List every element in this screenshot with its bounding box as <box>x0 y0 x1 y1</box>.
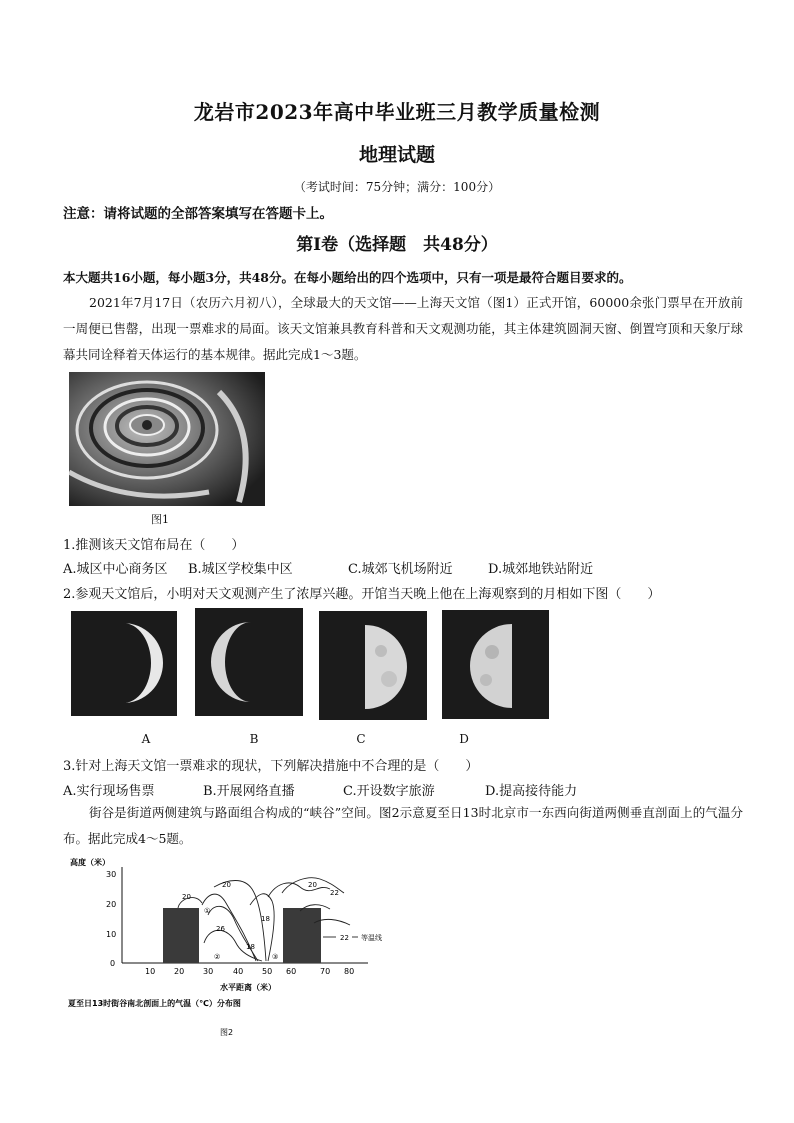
passage-2: 街谷是街道两侧建筑与路面组合构成的“峡谷”空间。图2示意夏至日13时北京市一东西向街道两侧垂直剖面上的气温分布。据此完成4～5题。 <box>63 805 743 846</box>
point-1: ① <box>204 907 211 915</box>
isotherm-label: 18 <box>246 943 255 951</box>
question-1-options <box>63 558 743 577</box>
moon-phase-c[interactable] <box>319 611 427 720</box>
y-tick-20: 20 <box>106 900 117 909</box>
notice: 注意：请将试题的全部答案填写在答题卡上。 <box>63 206 333 222</box>
passage-1: 2021年7月17日（农历六月初八），全球最大的天文馆——上海天文馆（图1）正式开馆，60000余张门票早在开放前一周便已售罄，出现一票难求的局面。该天文馆兼具教育科普和天文观测功能，其主体建筑圆洞天窗、倒置穹顶和天象厅球幕共同诠释着天体运行的基本规律。据此完成1～3题。 <box>63 295 743 362</box>
exam-info: （考试时间：75分钟；满分：100分） <box>293 180 501 194</box>
question-1-stem: 1.推测该天文馆布局在（ ） <box>63 538 245 553</box>
moon-phase-b[interactable] <box>195 608 303 716</box>
y-tick-10: 10 <box>106 930 117 939</box>
point-3: ③ <box>272 953 279 961</box>
isotherm-label: 20 <box>182 893 191 901</box>
x-tick: 70 <box>320 967 331 976</box>
option-b: B.城区学校集中区 <box>188 562 293 577</box>
moon-b-image <box>195 608 303 716</box>
street-canyon-diagram <box>68 853 398 1038</box>
moon-label-d: D <box>459 732 469 746</box>
x-ticks <box>145 967 354 976</box>
x-axis-label: 水平距离（米） <box>220 983 276 992</box>
isotherm-label: 26 <box>216 925 225 933</box>
exam-subject: 地理试题 <box>358 144 435 166</box>
moon-phase-a[interactable] <box>71 611 177 716</box>
option-b: B.开展网络直播 <box>203 784 295 799</box>
x-tick: 50 <box>262 967 273 976</box>
option-d: D.城郊地铁站附近 <box>488 562 594 577</box>
question-3-options <box>63 780 743 799</box>
question-2-stem: 2.参观天文馆后，小明对天文观测产生了浓厚兴趣。开馆当天晚上他在上海观察到的月相如下图（ ） <box>63 587 661 602</box>
temperature-profile-chart <box>68 853 398 1038</box>
moon-c-image <box>319 611 427 720</box>
moon-phase-d[interactable] <box>442 610 549 719</box>
figure-1-caption: 图1 <box>151 513 169 526</box>
moon-label-c: C <box>356 732 366 746</box>
legend-label: 等温线 <box>361 934 382 942</box>
isotherm-label: 18 <box>261 915 270 923</box>
isotherm-label: 20 <box>308 881 317 889</box>
y-axis-label: 高度（米） <box>70 858 110 867</box>
north-building <box>163 908 199 963</box>
y-tick-30: 30 <box>106 870 117 879</box>
option-a: A.城区中心商务区 <box>63 562 168 577</box>
moon-a-image <box>71 611 177 716</box>
point-2: ② <box>214 953 221 961</box>
section-instruction: 本大题共16小题，每小题3分，共48分。在每小题给出的四个选项中，只有一项是最符合题目要求的。 <box>63 270 632 285</box>
figure-2-label: 图2 <box>220 1028 234 1037</box>
option-c: C.开设数字旅游 <box>343 784 435 799</box>
section-title: 第Ⅰ卷（选择题 共48分） <box>296 235 498 255</box>
south-building <box>283 908 321 963</box>
isotherm-label: 20 <box>222 881 231 889</box>
chart-caption: 夏至日13时街谷南北剖面上的气温（℃）分布图 <box>68 999 241 1008</box>
moon-label-b: B <box>249 732 259 746</box>
option-d: D.提高接待能力 <box>485 784 578 799</box>
x-tick: 60 <box>286 967 297 976</box>
planetarium-photo <box>69 372 265 506</box>
x-tick: 20 <box>174 967 185 976</box>
moon-d-image <box>442 610 549 719</box>
legend-value: 22 <box>340 934 349 942</box>
isotherm-label: 22 <box>330 889 339 897</box>
planetarium-image <box>69 372 265 506</box>
x-tick: 10 <box>145 967 156 976</box>
x-tick: 40 <box>233 967 244 976</box>
y-tick-0: 0 <box>110 959 116 968</box>
option-a: A.实行现场售票 <box>63 784 155 799</box>
x-tick: 80 <box>344 967 355 976</box>
moon-label-a: A <box>141 732 151 746</box>
option-c: C.城郊飞机场附近 <box>348 562 453 577</box>
exam-title: 龙岩市2023年高中毕业班三月教学质量检测 <box>193 100 601 124</box>
question-3-stem: 3.针对上海天文馆一票难求的现状，下列解决措施中不合理的是（ ） <box>63 759 479 774</box>
x-tick: 30 <box>203 967 214 976</box>
